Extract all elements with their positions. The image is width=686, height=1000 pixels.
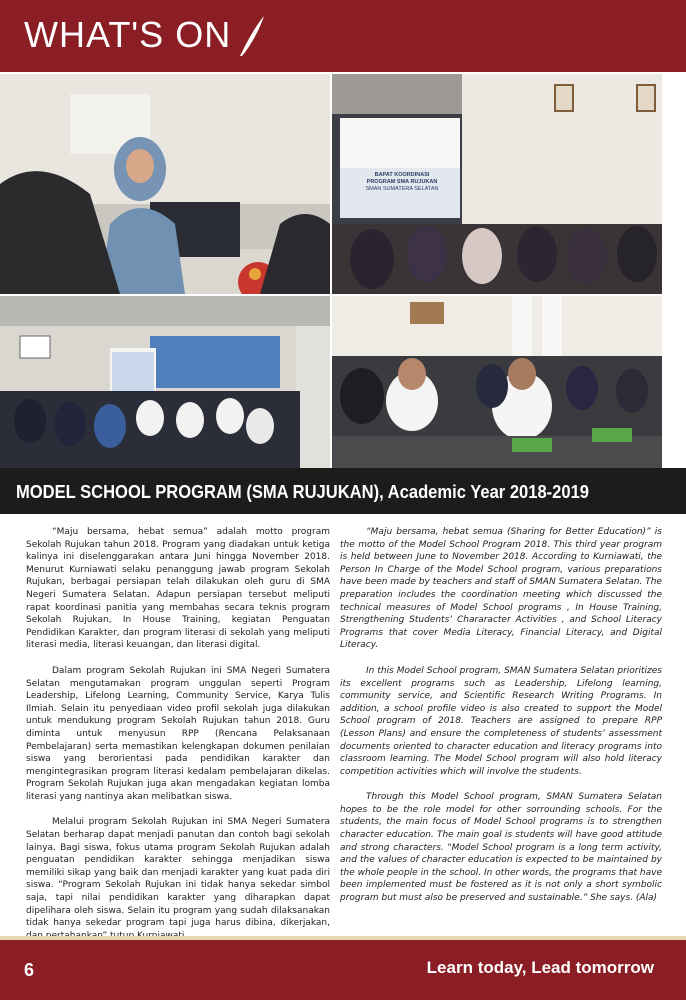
article-column-english (340, 526, 662, 918)
photo-participants-seated (332, 296, 662, 468)
paragraph: “Maju bersama, hebat semua” adalah motto program Sekolah Rujukan tahun 2018. Program yang diadakan untuk ketiga kalinya ini diselenggarakan antara Juni hingga November 2018. Menurut Kurniawati selaku penanggung jawab program Sekolah Rujukan, berbagai persiapan telah dilakukan oleh guru di SMA Negeri Sumatera Selatan. Adapun persiapan tersebut meliputi rapat koordinasi panitia yang membahas secara teknis program Sekolah Rujukan, In House Training, kegiatan Penguatan Pendidikan Karakter, dan program literasi di sekolah yang meliputi literasi media, literasi keuangan, dan literasi digital. (26, 527, 330, 651)
photo-audience-hall (0, 296, 330, 468)
section-title: WHAT'S ON (24, 14, 232, 55)
paragraph: Melalui program Sekolah Rujukan ini SMA Negeri Sumatera Selatan berharap dapat menjadi panutan dan contoh bagi sekolah lainya. Bagi siswa, fokus utama program Sekolah Rujukan adalah penguatan pendidikan karakter sehingga menjadikan siswa memiliki sikap yang baik dan menjadi karakter yang kuat pada diri siswa. “Program Sekolah Rujukan ini tidak hanya sekedar simbol saja, tapi nilai pendidikan karakter yang diharapkan dapat dipelihara oleh siswa. Selain itu program yang sudah dilaksanakan tidak hanya sekedar program tapi juga harus dibina, dikerjakan, (26, 817, 330, 929)
photo-speaker-with-microphone (0, 74, 330, 294)
article-title: MODEL SCHOOL PROGRAM (SMA RUJUKAN), Academic Year 2018-2019 (16, 482, 590, 502)
slide-line-2: PROGRAM SMA RUJUKAN (366, 179, 438, 185)
page-number: 6 (24, 960, 35, 980)
pen-stroke-icon (238, 14, 266, 58)
paragraph: Through this Model School program, SMAN Sumatera Selatan hopes to be the role model for other sorrounding schools. For the students, the main focus of Model School programs is to strengthen character education. The main goal is students will have good attitude and strong characters. "Model School program is a long term activity, and the values of character education is expected to be maintained by the whole people in the school. In other words, the programs that have been implemented must be fostered as it is not only a short symbolic program but must also be preserved and sustainable.” She says. (Ala) (340, 792, 662, 904)
paragraph: “Maju bersama, hebat semua (Sharing for Better Education)” is the motto of the Model School Program 2018. This third year program is held between June to November 2018. According to Kurniawati, the Person In Charge of the Model School program, various preparations have been made by teachers and staff of SMAN Sumatera Selatan. The preparation includes the coordination meeting which discussed the technical measures of Model School programs , In House Training, Strengthening Students’ Chararacter Activities , and School Literacy Programs that cover Media Literacy, Financial Literacy, and Digital Literacy. (340, 527, 662, 651)
slide-line-3: SMAN SUMATERA SELATAN (365, 186, 439, 192)
paragraph: Dalam program Sekolah Rujukan ini SMA Negeri Sumatera Selatan mengutamakan program unggulan seperti Program Leadership, Lifelong Learning, Community Service, Karya Tulis Ilmiah. Selain itu penyediaan video profil sekolah juga dilakukan untuk mendukung program Sekolah Rujukan tahun 2018. Guru diminta untuk menyusun RPP (Rencana Pelaksanaan Pembelajaran) serta memastikan kelengkapan dokumen penilaian siswa yang berorientasi pada pendidikan karakter dan mengintegrasikan program literasi kedalam pembelajaran dikelas. Program Sekolah Rujukan juga akan mengadakan kegiatan lomba literasi yang nantinya akan melibatkan siswa. (26, 665, 330, 802)
article-column-indonesian (26, 526, 330, 955)
paragraph: In this Model School program, SMAN Sumatera Selatan prioritizes its excellent programs such as Leadership, Lifelong learning, community service, and Scientific Research Writing Programs. In addition, a school profile video is also created to support the Model School program of 2018. Teachers are assigned to prepare RPP (Lesson Plans) and ensure the completeness of students’ assessment documents oriented to character education and literacy programs into classroom learning. The Model School program will also hold literacy competition activities which will involve the students. (340, 665, 662, 777)
footer-tagline: Learn today, Lead tomorrow (426, 958, 654, 977)
photo-projector-presentation (332, 74, 662, 294)
slide-line-1: BAPAT KOORDINASI (374, 172, 430, 178)
